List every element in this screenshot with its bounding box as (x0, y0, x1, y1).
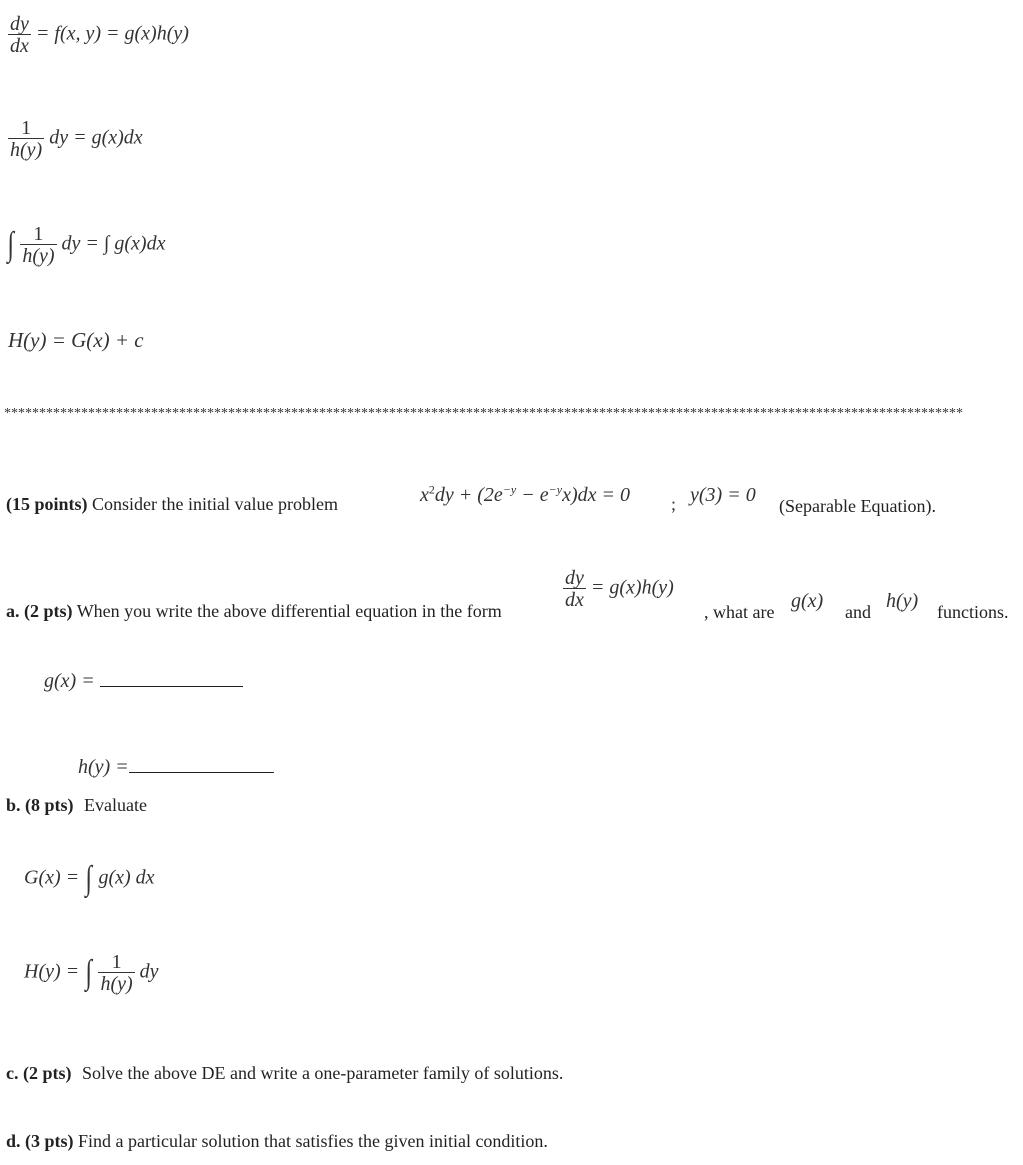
eq-sup-two: 2 (428, 482, 435, 497)
fraction-numerator: dy (10, 13, 29, 35)
problem-note: (Separable Equation). (779, 496, 936, 516)
part-b-text: Evaluate (84, 795, 147, 815)
problem-initial-condition: y(3) = 0 (690, 484, 756, 506)
h-answer-blank[interactable] (129, 772, 274, 773)
formula-G (24, 860, 155, 898)
fraction-denominator: h(y) (10, 139, 43, 161)
g-answer-blank[interactable] (100, 686, 243, 687)
eq-part-x: x (420, 484, 429, 506)
formula-ode-general (8, 14, 189, 56)
part-a-form (563, 568, 674, 610)
part-a-label: a. (2 pts) (6, 601, 73, 621)
formula-integrated (6, 224, 165, 266)
G-lhs: G(x) = (24, 866, 80, 889)
h-answer-label: h(y) = (78, 756, 129, 778)
part-a-text: When you write the above differential equation in the form (76, 601, 502, 621)
H-lhs: H(y) = (24, 960, 80, 983)
fraction-dy-dx (563, 568, 586, 610)
H-rhs: dy (139, 960, 159, 983)
separator-line: ***************************************************************************************************************************************** (4, 406, 963, 421)
part-d-label: d. (3 pts) (6, 1131, 74, 1151)
part-a-prompt (6, 601, 502, 622)
h-answer-line (78, 756, 274, 779)
part-d-text: Find a particular solution that satisfies the given initial condition. (78, 1131, 548, 1151)
problem-semicolon: ; (671, 494, 677, 514)
problem-points: (15 points) (6, 494, 88, 514)
problem-intro: Consider the initial value problem (92, 494, 338, 514)
formula-separated (8, 118, 143, 160)
part-c-prompt (6, 1063, 563, 1084)
fraction-denominator: dx (10, 35, 29, 57)
eq-part-d: x)dx = 0 (562, 484, 630, 506)
formula-solution-general (8, 328, 144, 353)
eq-sup-neg-y-2: −y (548, 482, 563, 497)
fraction-numerator: 1 (21, 117, 32, 139)
formula-rhs: = f(x, y) = g(x)h(y) (35, 22, 189, 45)
part-a-what-are: , what are (704, 602, 775, 622)
fraction-numerator: dy (565, 567, 584, 589)
part-a-h: h(y) (886, 590, 919, 612)
integral-sign: ∫ (85, 954, 93, 991)
part-b-label: b. (8 pts) (6, 795, 74, 815)
part-a-g: g(x) (791, 590, 824, 612)
g-answer-line (44, 670, 243, 693)
problem-statement (6, 494, 338, 515)
formula-H (24, 952, 159, 994)
fraction-numerator: 1 (33, 223, 44, 245)
part-a-and: and (845, 602, 871, 622)
integral-sign: ∫ (85, 860, 93, 897)
fraction-one-over-h (20, 224, 56, 266)
form-rhs: = g(x)h(y) (590, 576, 674, 599)
integral-sign: ∫ (7, 226, 14, 263)
fraction-dy-dx (8, 14, 31, 56)
fraction-numerator: 1 (111, 951, 122, 973)
part-c-text: Solve the above DE and write a one-parameter family of solutions. (82, 1063, 564, 1083)
part-c-label: c. (2 pts) (6, 1063, 72, 1083)
part-d-prompt (6, 1131, 548, 1152)
part-a-functions: functions. (937, 602, 1009, 622)
fraction-one-over-h (98, 952, 134, 994)
eq-part-b: dy + (2e (434, 484, 503, 506)
formula-rhs: dy = g(x)dx (49, 126, 143, 149)
fraction-denominator: h(y) (100, 973, 133, 995)
fraction-denominator: dx (565, 589, 584, 611)
eq-sup-neg-y: −y (502, 482, 517, 497)
g-answer-label: g(x) = (44, 670, 95, 692)
problem-equation (420, 484, 630, 507)
formula-text: H(y) = G(x) + c (8, 328, 144, 352)
fraction-one-over-h (8, 118, 44, 160)
formula-rhs: dy = ∫ g(x)dx (61, 232, 166, 255)
part-b-prompt (6, 795, 147, 816)
fraction-denominator: h(y) (22, 245, 55, 267)
G-rhs: g(x) dx (98, 866, 155, 889)
eq-part-c: − e (516, 484, 549, 506)
